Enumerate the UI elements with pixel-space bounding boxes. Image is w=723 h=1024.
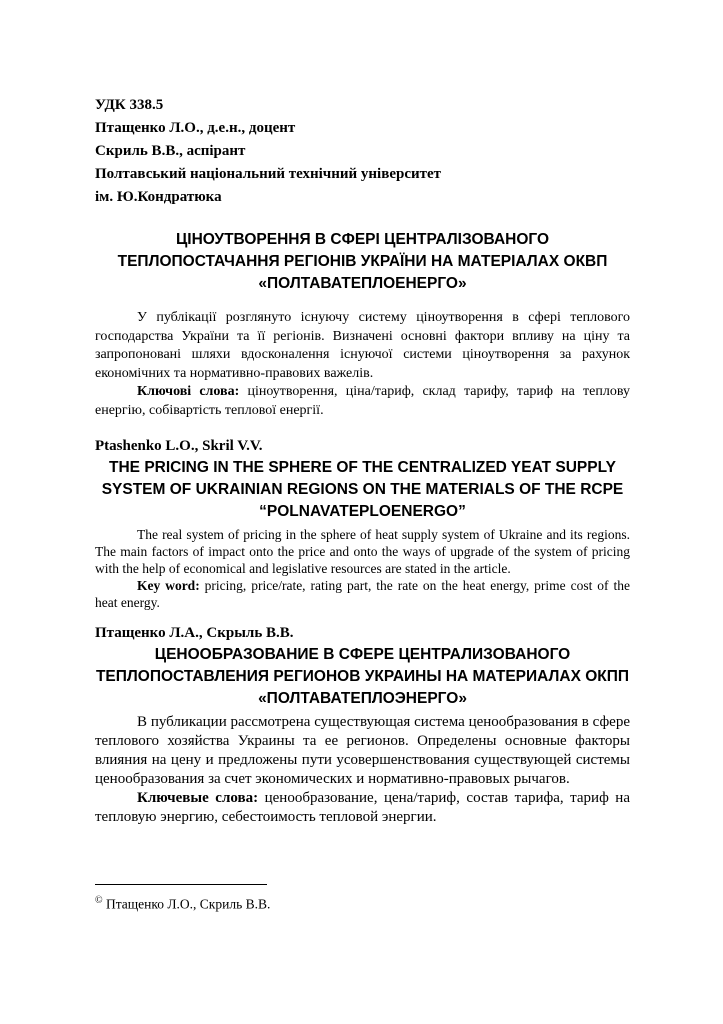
title-english: THE PRICING IN THE SPHERE OF THE CENTRALIZED YEAT SUPPLY SYSTEM OF UKRAINIAN REGIONS ON THE MATERIALS OF THE RCPE “POLNAVATEPLOENERGO” (101, 459, 624, 520)
affiliation-line-2: ім. Ю.Кондратюка (95, 189, 222, 205)
keywords-russian (95, 789, 630, 827)
title-ukrainian: ЦІНОУТВОРЕННЯ В СФЕРІ ЦЕНТРАЛІЗОВАНОГО ТЕПЛОПОСТАЧАННЯ РЕГІОНІВ УКРАЇНИ НА МАТЕРІАЛАХ ОКВП «ПОЛТАВАТЕПЛОЕНЕРГО» (117, 231, 608, 292)
keywords-ukrainian (95, 383, 630, 420)
footnote-text (95, 892, 270, 913)
abstract-russian: В публикации рассмотрена существующая система ценообразования в сфере теплового хозяйства Украины та ее регионов. Определены основные факторы влияния на цену и предложены пути усовершенствования существующей системы ценообразования за счет экономических и нормативно-правовых рычагов. (95, 714, 630, 787)
footnote-rule (95, 884, 267, 885)
keywords-russian-text: ценообразование, цена/тариф, состав тарифа, тариф на тепловую энергию, себестоимость тепловой энергии. (95, 790, 630, 825)
affiliation-line-1: Полтавський національний технічний університет (95, 166, 442, 182)
keywords-english (95, 577, 630, 611)
author-line-1: Птащенко Л.О., д.е.н., доцент (95, 120, 296, 136)
keywords-english-text: pricing, price/rate, rating part, the rate on the heat energy, prime cost of the heat energy. (95, 578, 630, 610)
keywords-ukrainian-label: Ключові слова: (137, 384, 240, 399)
authors-english: Ptashenko L.O., Skril V.V. (95, 438, 263, 454)
abstract-ukrainian: У публікації розглянуто існуючу систему ціноутворення в сфері теплового господарства України та її регіонів. Визначені основні фактори впливу на ціну та запропоновані шляхи вдосконалення існуючої системи ціноутворення за рахунок економічних та нормативно-правових важелів. (95, 310, 630, 381)
author-line-2: Скриль В.В., аспірант (95, 143, 246, 159)
title-russian: ЦЕНООБРАЗОВАНИЕ В СФЕРЕ ЦЕНТРАЛИЗОВАНОГО ТЕПЛОПОСТАВЛЕНИЯ РЕГИОНОВ УКРАИНЫ НА МАТЕРИАЛАХ ОКПП «ПОЛТАВАТЕПЛОЭНЕРГО» (95, 646, 630, 707)
authors-russian: Птащенко Л.А., Скрыль В.В. (95, 625, 294, 641)
keywords-english-label: Key word: (137, 578, 200, 593)
udc-code: УДК 338.5 (95, 97, 164, 113)
footnote-authors: Птащенко Л.О., Скриль В.В. (105, 896, 271, 912)
footnote (95, 884, 270, 913)
copyright-icon: © (95, 895, 103, 906)
abstract-english: The real system of pricing in the sphere of heat supply system of Ukraine and its regions. The main factors of impact onto the price and onto the ways of upgrade of the system of pricing with the help of economical and legislative resources are stated in the article. (95, 527, 630, 576)
keywords-ukrainian-text: ціноутворення, ціна/тариф, склад тарифу, тариф на теплову енергію, собівартість теплової енергії. (95, 384, 630, 418)
keywords-russian-label: Ключевые слова: (137, 790, 259, 806)
